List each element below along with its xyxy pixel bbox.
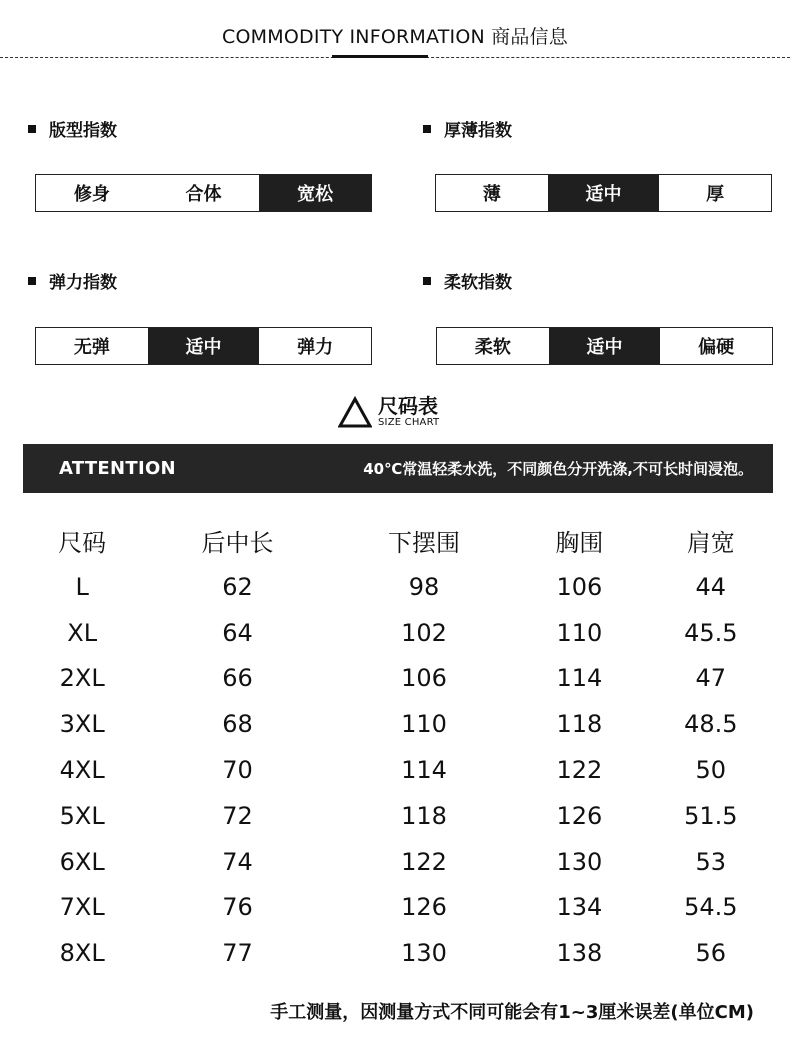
- table-row: [20, 564, 780, 610]
- cell-shoulder: 47: [695, 664, 727, 693]
- cell-back-length: 77: [222, 939, 253, 968]
- softness-index-scale: [436, 327, 773, 365]
- cell-back-length: 62: [222, 572, 253, 601]
- column-header-shoulder: 肩宽: [686, 528, 735, 557]
- title-underline-accent: [332, 55, 428, 58]
- cell-hem: 98: [408, 572, 440, 601]
- cell-chest: 122: [556, 756, 603, 785]
- fit-option-slim: 修身: [73, 184, 110, 205]
- cell-chest: 134: [556, 893, 603, 922]
- table-row: [20, 839, 780, 885]
- elasticity-index-title: [28, 268, 117, 293]
- square-bullet-icon: [423, 125, 431, 133]
- thickness-option-medium: 适中: [548, 175, 660, 211]
- cell-back-length: 74: [222, 847, 253, 876]
- column-header-hem: 下摆围: [388, 528, 461, 557]
- page-title: COMMODITY INFORMATION 商品信息: [222, 26, 568, 48]
- cell-chest: 138: [556, 939, 603, 968]
- square-bullet-icon: [28, 125, 36, 133]
- table-row: [20, 656, 780, 702]
- cell-chest: 130: [556, 847, 603, 876]
- table-row: [20, 930, 780, 976]
- cell-size: 4XL: [59, 756, 105, 785]
- cell-shoulder: 50: [695, 756, 727, 785]
- cell-chest: 114: [556, 664, 603, 693]
- cell-back-length: 64: [222, 618, 253, 647]
- measurement-footnote: 手工测量，因测量方式不同可能会有1~3厘米误差(单位CM): [270, 1002, 754, 1023]
- elasticity-option-none: 无弹: [73, 337, 110, 358]
- cell-back-length: 68: [222, 710, 253, 739]
- size-table: [20, 516, 780, 976]
- cell-shoulder: 54.5: [684, 893, 738, 922]
- cell-size: 3XL: [59, 710, 105, 739]
- cell-chest: 106: [556, 572, 603, 601]
- cell-shoulder: 56: [695, 939, 727, 968]
- softness-option-medium: 适中: [549, 328, 661, 364]
- table-row: [20, 747, 780, 793]
- softness-index-title: [423, 268, 512, 293]
- softness-option-stiff: 偏硬: [698, 337, 735, 358]
- fit-index-label: 版型指数: [49, 121, 117, 141]
- cell-size: 8XL: [59, 939, 105, 968]
- cell-hem: 118: [401, 801, 447, 830]
- fit-option-loose: 宽松: [259, 175, 371, 211]
- triangle-icon: [338, 396, 372, 428]
- elasticity-option-medium: 适中: [148, 328, 260, 364]
- elasticity-option-stretch: 弹力: [297, 337, 334, 358]
- cell-size: 6XL: [59, 847, 105, 876]
- table-row: [20, 885, 780, 931]
- fit-index-scale: [35, 174, 372, 212]
- column-header-back-length: 后中长: [201, 528, 274, 557]
- cell-size: L: [75, 572, 89, 601]
- cell-back-length: 76: [222, 893, 253, 922]
- cell-hem: 126: [401, 893, 447, 922]
- cell-size: XL: [67, 618, 98, 647]
- square-bullet-icon: [423, 277, 431, 285]
- square-bullet-icon: [28, 277, 36, 285]
- thickness-index-scale: [435, 174, 772, 212]
- elasticity-index-label: 弹力指数: [49, 273, 117, 293]
- size-chart-heading: [338, 395, 439, 429]
- table-header-row: [20, 516, 780, 564]
- cell-chest: 118: [556, 710, 603, 739]
- cell-size: 7XL: [59, 893, 105, 922]
- wash-instructions: 40℃常温轻柔水洗，不同颜色分开洗涤,不可长时间浸泡。: [363, 460, 753, 478]
- size-chart-title-cn: 尺码表: [378, 394, 438, 418]
- column-header-size: 尺码: [58, 528, 107, 557]
- cell-hem: 122: [401, 847, 447, 876]
- cell-size: 5XL: [59, 801, 105, 830]
- cell-hem: 114: [401, 756, 447, 785]
- cell-back-length: 66: [222, 664, 253, 693]
- cell-shoulder: 51.5: [684, 801, 738, 830]
- cell-size: 2XL: [59, 664, 105, 693]
- table-row: [20, 610, 780, 656]
- cell-hem: 102: [401, 618, 447, 647]
- thickness-index-label: 厚薄指数: [444, 121, 512, 141]
- table-row: [20, 793, 780, 839]
- cell-chest: 110: [556, 618, 603, 647]
- elasticity-index-scale: [35, 327, 372, 365]
- attention-label: ATTENTION: [59, 458, 176, 479]
- cell-shoulder: 53: [695, 847, 727, 876]
- column-header-chest: 胸围: [555, 528, 604, 557]
- cell-hem: 110: [401, 710, 447, 739]
- softness-index-label: 柔软指数: [444, 273, 512, 293]
- size-chart-title-en: SIZE CHART: [378, 417, 440, 428]
- thickness-index-title: [423, 116, 512, 141]
- fit-index-title: [28, 116, 117, 141]
- table-row: [20, 701, 780, 747]
- cell-back-length: 70: [222, 756, 253, 785]
- cell-shoulder: 44: [695, 572, 727, 601]
- cell-back-length: 72: [222, 801, 253, 830]
- cell-shoulder: 48.5: [684, 710, 738, 739]
- cell-shoulder: 45.5: [684, 618, 738, 647]
- fit-option-regular: 合体: [185, 184, 222, 205]
- cell-hem: 130: [401, 939, 447, 968]
- softness-option-soft: 柔软: [474, 337, 511, 358]
- attention-banner: [23, 444, 773, 493]
- thickness-option-thin: 薄: [482, 184, 501, 205]
- thickness-option-thick: 厚: [706, 184, 725, 205]
- cell-hem: 106: [401, 664, 447, 693]
- cell-chest: 126: [556, 801, 603, 830]
